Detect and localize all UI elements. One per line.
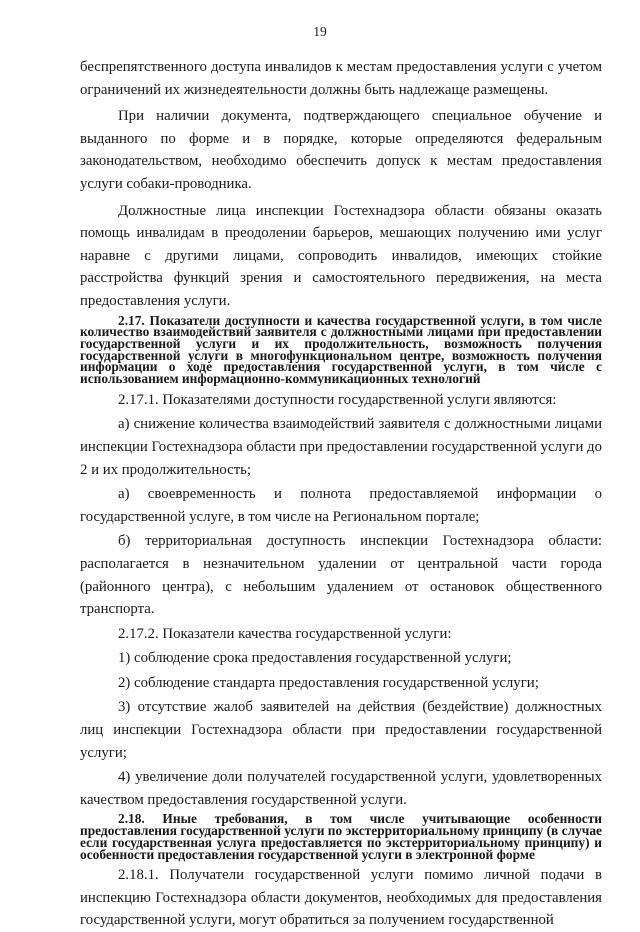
section-heading-2-18: 2.18. Иные требования, в том числе учитывающие особенности предоставления государственной услуги по экстерриториальному принципу (в случае если государственная услуга предоставляется по экстерриториальному принципу) и особенности предоставления государственной услуги в электронной форме	[80, 811, 602, 862]
section-heading-2-17: 2.17. Показатели доступности и качества государственной услуги, в том числе количество взаимодействий заявителя с должностными лицами при предоставлении государственной услуги и их продолжительность, возможность получения государственной услуги в многофункциональном центре, возможность получения информации о ходе предоставления государственной услуги, в том числе с использованием информационно-коммуникационных технологий	[80, 312, 602, 387]
paragraph-continuation: беспрепятственного доступа инвалидов к местам предоставления услуги с учетом ограничений их жизнедеятельности должны быть надлежаще размещены.	[80, 59, 602, 98]
page-number: 19	[313, 24, 327, 39]
paragraph-officials-assist: Должностные лица инспекции Гостехнадзора области обязаны оказать помощь инвалидам в преодолении барьеров, мешающих получению ими услуг наравне с другими лицами, сопроводить инвалидов, имеющих стойкие расстройства функций зрения и самостоятельного передвижения, на места предоставления услуги.	[80, 202, 602, 309]
list-item-3: 3) отсутствие жалоб заявителей на действия (бездействие) должностных лиц инспекции Гостехнадзора области при предоставлении государственной услуги;	[80, 699, 602, 761]
list-item-4: 4) увеличение доли получателей государственной услуги, удовлетворенных качеством предоставления государственной услуги.	[80, 769, 602, 808]
paragraph-2-17-2: 2.17.2. Показатели качества государственной услуги:	[118, 625, 452, 642]
list-item-1: 1) соблюдение срока предоставления государственной услуги;	[118, 650, 512, 667]
list-item-b-territorial: б) территориальная доступность инспекции Гостехнадзора области: располагается в незначительном удалении от центральной части города (районного центра), с небольшим удалением от остановок общественного транспорта.	[80, 533, 602, 618]
list-item-a-timeliness: а) своевременность и полнота предоставляемой информации о государственной услуге, в том числе на Региональном портале;	[80, 486, 602, 525]
page-body	[80, 56, 602, 932]
paragraph-guide-dog: При наличии документа, подтверждающего специальное обучение и выданного по форме и в порядке, которые определяются федеральным законодательством, необходимо обеспечить допуск к местам предоставления услуги собаки-проводника.	[80, 108, 602, 192]
list-item-2: 2) соблюдение стандарта предоставления государственной услуги;	[118, 674, 539, 691]
list-item-a-interactions: а) снижение количества взаимодействий заявителя с должностными лицами инспекции Гостехнадзора области при предоставлении государственной услуги до 2 и их продолжительность;	[80, 416, 602, 478]
paragraph-2-18-1: 2.18.1. Получатели государственной услуги помимо личной подачи в инспекцию Гостехнадзора области документов, необходимых для предоставления государственной услуги, могут обратиться за получением государственной	[80, 867, 602, 929]
paragraph-2-17-1: 2.17.1. Показателями доступности государственной услуги являются:	[118, 391, 557, 408]
